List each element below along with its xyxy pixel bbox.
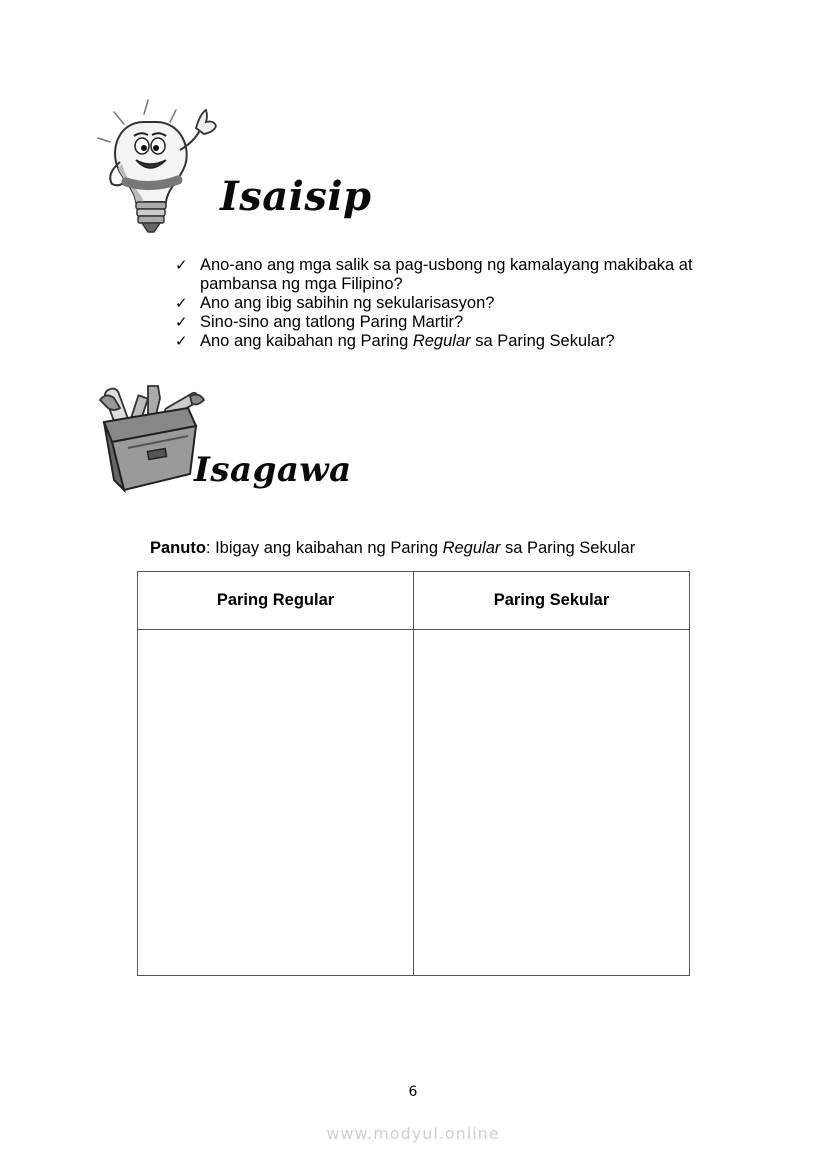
lightbulb-mascot-icon	[96, 98, 226, 240]
question-text: Ano ang ibig sabihin ng sekularisasyon?	[200, 294, 495, 312]
answer-cell-paring-sekular[interactable]	[414, 630, 690, 976]
checkmark-icon: ✓	[175, 332, 188, 350]
checkmark-icon: ✓	[175, 313, 188, 331]
isaisip-heading: Isaisip	[220, 173, 372, 220]
instruction-label: Panuto	[150, 539, 206, 557]
list-item	[172, 294, 732, 313]
list-item	[172, 256, 732, 294]
answer-cell-paring-regular[interactable]	[138, 630, 414, 976]
instruction-text-italic: Regular	[442, 539, 501, 557]
question-text-after: sa Paring Sekular?	[470, 332, 615, 350]
question-text: Sino-sino ang tatlong Paring Martir?	[200, 313, 464, 331]
instruction-text	[150, 539, 635, 558]
instruction-text-before: : Ibigay ang kaibahan ng Paring	[205, 539, 443, 557]
isaisip-question-list	[172, 256, 732, 351]
checkmark-icon: ✓	[175, 294, 188, 312]
question-text: Ano-ano ang mga salik sa pag-usbong ng kamalayang makibaka at pambansa ng mga Filipino?	[200, 256, 693, 293]
question-text-before: Ano ang kaibahan ng Paring	[200, 332, 413, 350]
column-header-paring-regular: Paring Regular	[138, 572, 414, 630]
list-item	[172, 313, 732, 332]
table-row	[138, 630, 690, 976]
column-header-paring-sekular: Paring Sekular	[414, 572, 690, 630]
checkmark-icon: ✓	[175, 256, 188, 274]
list-item	[172, 332, 732, 351]
answer-table	[137, 571, 690, 976]
table-header-row	[138, 572, 690, 630]
watermark: www.modyul.online	[326, 1124, 500, 1143]
page-number: 6	[408, 1084, 418, 1100]
instruction-text-after: sa Paring Sekular	[500, 539, 636, 557]
isagawa-heading: Isagawa	[194, 450, 352, 490]
question-text-italic: Regular	[412, 332, 471, 350]
